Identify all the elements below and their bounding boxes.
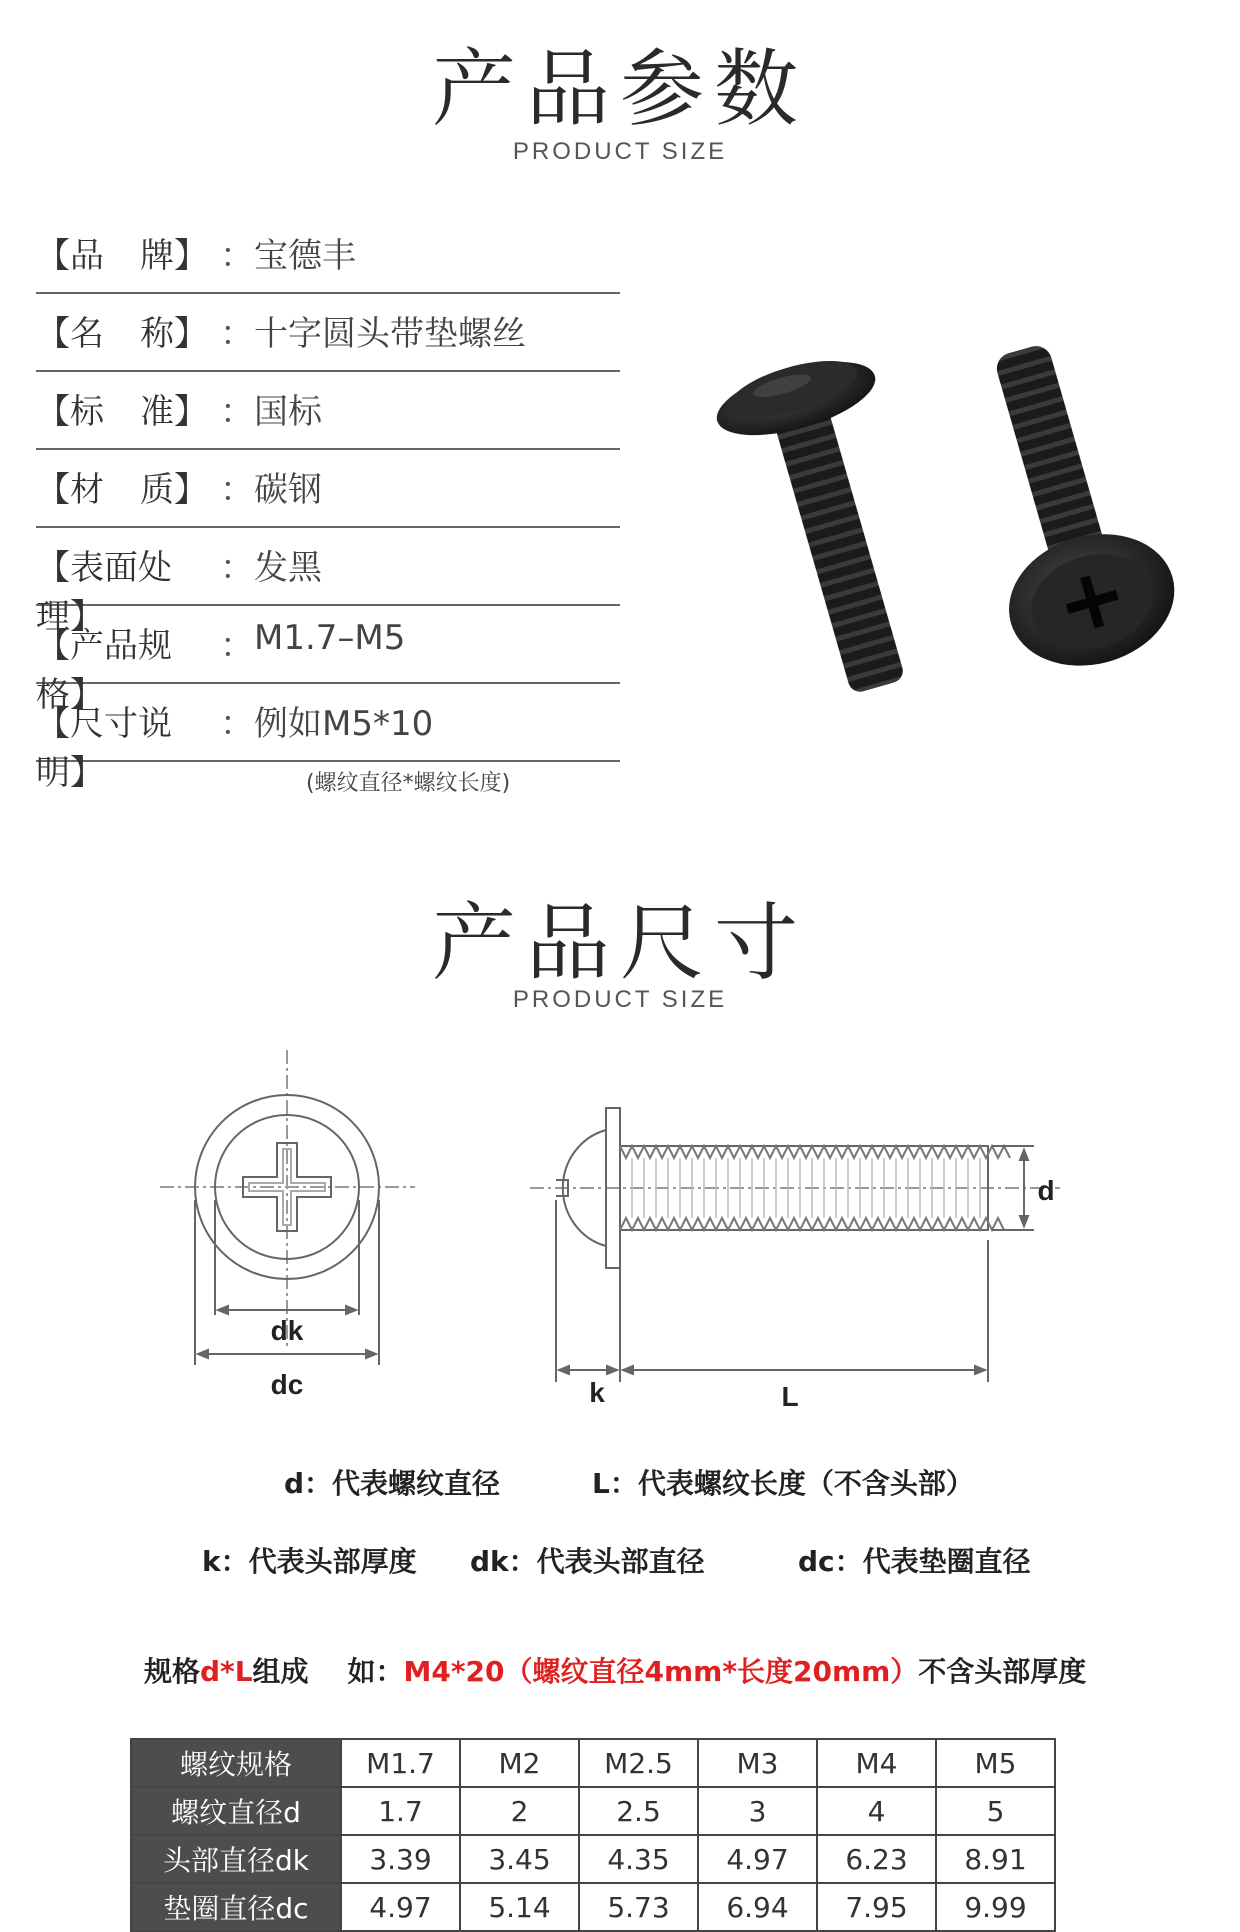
spec-key-part: 质】 [140,470,208,510]
table-cell: 3.45 [460,1835,579,1883]
table-cell: 9.99 [936,1883,1055,1931]
spec-colon: ： [220,236,254,276]
table-row-header: 垫圈直径dc [131,1883,341,1931]
spec-value: 发黑 [254,548,322,588]
section-subtitle: PRODUCT SIZE [512,986,728,1013]
spec-colon: ： [220,548,254,588]
table-row-header: 螺纹直径d [131,1787,341,1835]
example-part: 组成 如： [252,1655,404,1688]
table-cell: 5 [936,1787,1055,1835]
spec-key-part: 【表面处理】 [36,548,172,637]
spec-value: 宝德丰 [254,236,356,276]
table-cell: 6.23 [817,1835,936,1883]
legend-d: d：代表螺纹直径 [284,1467,501,1500]
table-cell: 3 [698,1787,817,1835]
product-photo [690,330,1180,730]
spec-colon: ： [220,470,254,510]
table-cell: 2 [460,1787,579,1835]
table-cell: M5 [936,1739,1055,1787]
table-cell: 4.97 [341,1883,460,1931]
example-part: 不含头部厚度 [918,1655,1087,1688]
legend-k: k：代表头部厚度 [202,1545,417,1578]
spec-note: (螺纹直径*螺纹长度) [306,771,511,796]
spec-row-brand [36,214,620,294]
table-row-header: 头部直径dk [131,1835,341,1883]
label-dk: dk [270,1315,304,1346]
legend-dc: dc：代表垫圈直径 [798,1545,1031,1578]
table-cell: 6.94 [698,1883,817,1931]
table-row [131,1787,1055,1835]
example-part: d*L [200,1655,253,1688]
spec-key-part: 【尺寸说明】 [36,704,172,793]
spec-key-part: 准】 [140,392,208,432]
label-L: L [781,1381,799,1410]
spec-colon: ： [220,626,254,666]
example-part: M4*20（螺纹直径4mm*长度20mm） [403,1655,919,1688]
spec-key [36,384,208,433]
spec-key [36,228,208,277]
spec-key-part: 【标 [36,392,104,432]
spec-row-name [36,292,620,372]
table-cell: 8.91 [936,1835,1055,1883]
table-cell: 5.14 [460,1883,579,1931]
spec-value: M1.7–M5 [254,618,406,658]
legend-L: L：代表螺纹长度（不含头部） [592,1467,974,1500]
table-row [131,1883,1055,1931]
spec-key-part: 【产品规格】 [36,626,172,715]
spec-value: 国标 [254,392,322,432]
example-line [144,1650,1086,1690]
spec-key [36,306,208,355]
spec-value: 十字圆头带垫螺丝 [254,314,526,354]
spec-value: 碳钢 [254,470,322,510]
table-cell: 5.73 [579,1883,698,1931]
legend-dk: dk：代表头部直径 [470,1545,705,1578]
dimension-diagram [150,1040,1090,1410]
spec-row-spec [36,604,620,715]
spec-colon: ： [220,392,254,432]
table-cell: 4.97 [698,1835,817,1883]
spec-key [36,462,208,511]
label-d: d [1037,1175,1055,1206]
screw-left-icon [708,345,957,709]
spec-row-material [36,448,620,528]
spec-colon: ： [220,704,254,744]
page-subtitle: PRODUCT SIZE [512,138,728,165]
table-cell: M1.7 [341,1739,460,1787]
example-part: 规格 [144,1655,201,1688]
spec-key [36,696,208,794]
side-view-icon [530,1108,1060,1382]
table-cell: 7.95 [817,1883,936,1931]
label-dc: dc [270,1369,304,1400]
spec-row-standard [36,370,620,450]
table-cell: 1.7 [341,1787,460,1835]
table-row [131,1739,1055,1787]
table-cell: M4 [817,1739,936,1787]
section-title: 产品尺寸 [431,894,808,992]
table-cell: 2.5 [579,1787,698,1835]
spec-colon: ： [220,314,254,354]
table-cell: M2 [460,1739,579,1787]
spec-key-part: 【材 [36,470,104,510]
table-row-header: 螺纹规格 [131,1739,341,1787]
spec-key-part: 称】 [140,314,208,354]
table-row [131,1835,1055,1883]
page-title: 产品参数 [431,40,808,138]
spec-row-surface [36,526,620,637]
size-table [130,1738,1056,1932]
table-cell: 4.35 [579,1835,698,1883]
spec-value: 例如M5*10 [254,704,434,744]
label-k: k [589,1377,605,1408]
screw-right-icon [939,330,1180,685]
table-cell: 4 [817,1787,936,1835]
spec-key-part: 【品 [36,236,104,276]
spec-key-part: 牌】 [140,236,208,276]
table-cell: M3 [698,1739,817,1787]
table-cell: 3.39 [341,1835,460,1883]
spec-key-part: 【名 [36,314,104,354]
table-cell: M2.5 [579,1739,698,1787]
